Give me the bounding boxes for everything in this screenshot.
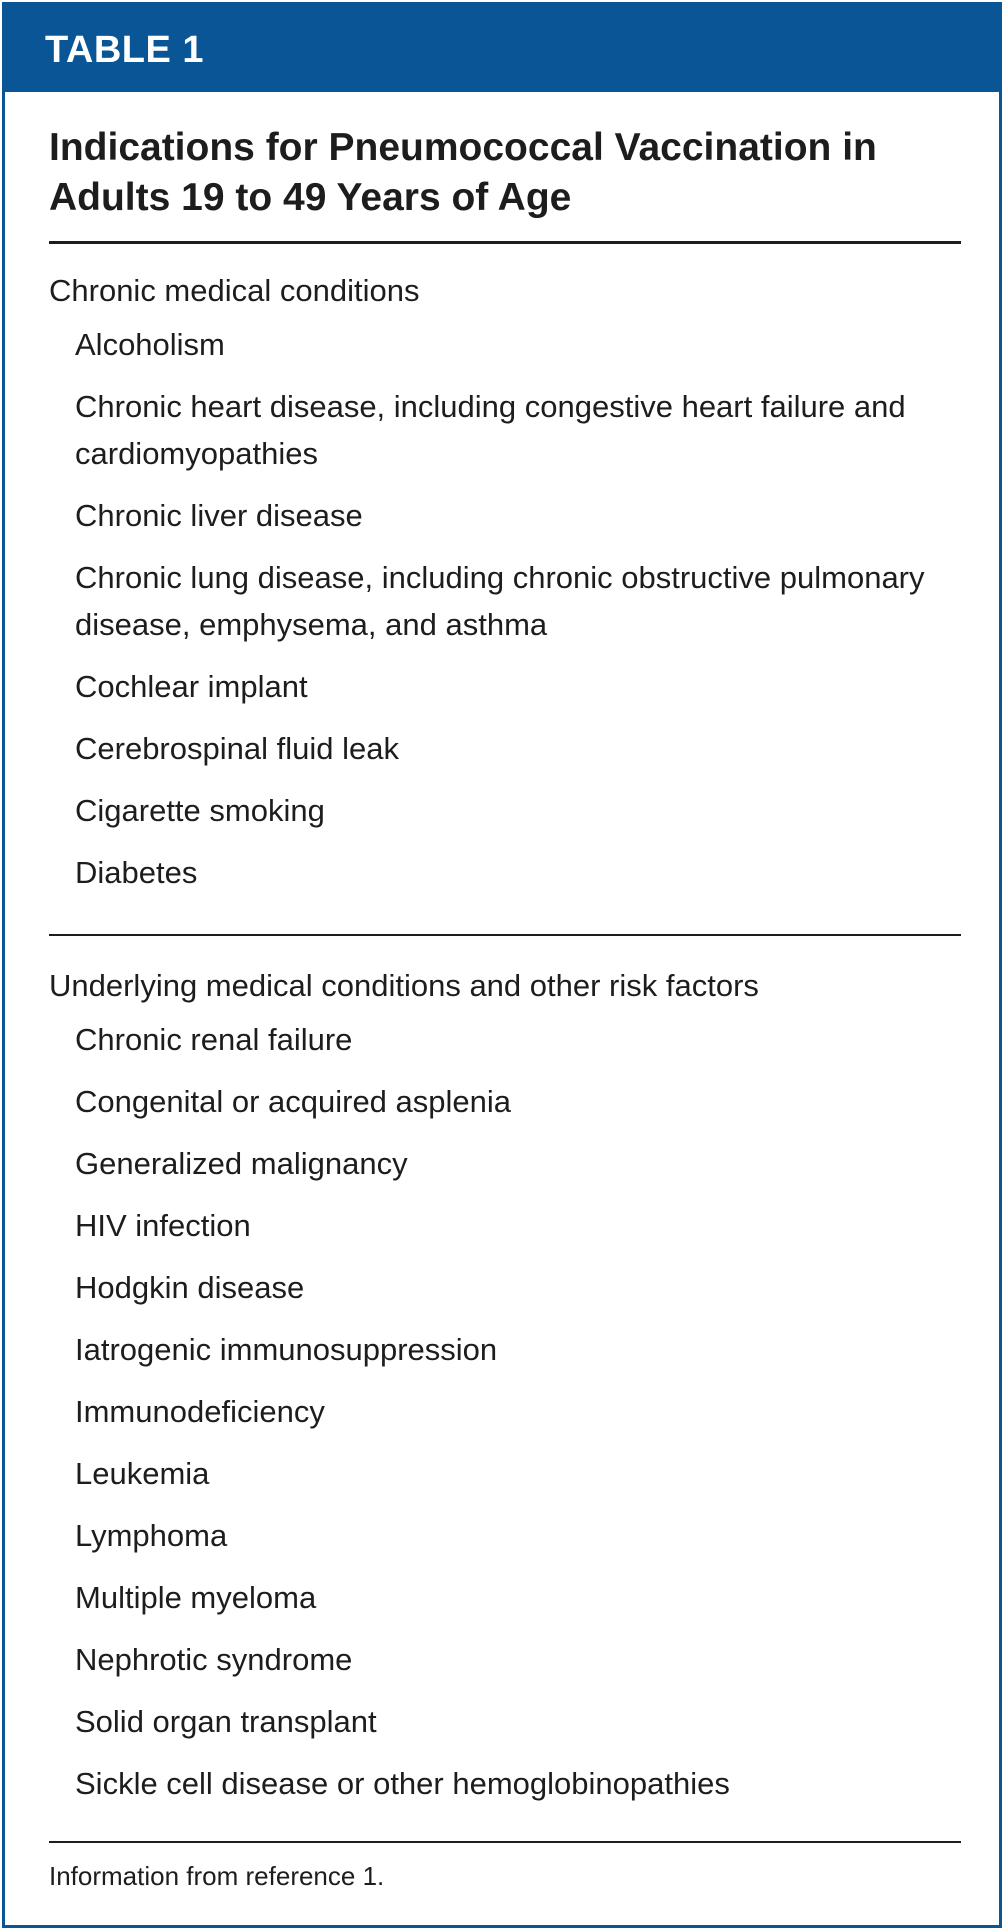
list-item: Cerebrospinal fluid leak [75,731,399,766]
list-item: Chronic liver disease [75,498,363,533]
list-item: Nephrotic syndrome [75,1642,353,1677]
list-item: Chronic lung disease, including chronic obstructive pulmonary disease, emphysema, and asthma [75,560,925,642]
list-item: Lymphoma [75,1518,228,1553]
footnote-divider [49,1841,961,1843]
section-divider [49,934,961,936]
table-label: TABLE 1 [45,29,205,71]
table-title: Indications for Pneumococcal Vaccination in Adults 19 to 49 Years of Age [49,126,877,219]
condition-list [49,321,961,896]
list-item: Sickle cell disease or other hemoglobinopathies [75,1766,730,1801]
list-item: Alcoholism [75,327,225,362]
condition-list [49,1016,961,1807]
title-divider [49,241,961,244]
list-item: Cochlear implant [75,669,308,704]
list-item: HIV infection [75,1208,251,1243]
table-frame [2,2,1002,1928]
table-header-bar [5,5,999,92]
section-underlying-conditions [49,966,961,1807]
list-item: Hodgkin disease [75,1270,305,1305]
list-item: Immunodeficiency [75,1394,325,1429]
list-item: Chronic heart disease, including congestive heart failure and cardiomyopathies [75,389,906,471]
list-item: Chronic renal failure [75,1022,353,1057]
list-item: Congenital or acquired asplenia [75,1084,512,1119]
list-item: Solid organ transplant [75,1704,377,1739]
list-item: Iatrogenic immunosuppression [75,1332,498,1367]
section-heading: Underlying medical conditions and other risk factors [49,968,759,1003]
list-item: Cigarette smoking [75,793,325,828]
section-chronic-conditions [49,271,961,896]
list-item: Leukemia [75,1456,210,1491]
section-heading: Chronic medical conditions [49,273,420,308]
list-item: Generalized malignancy [75,1146,408,1181]
list-item: Multiple myeloma [75,1580,317,1615]
table-footnote: Information from reference 1. [49,1861,385,1891]
list-item: Diabetes [75,855,198,890]
